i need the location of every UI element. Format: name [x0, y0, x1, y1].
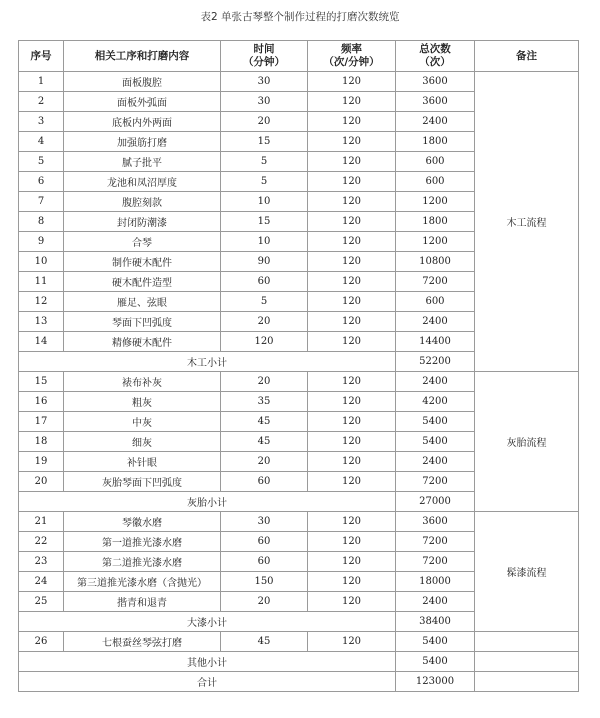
- row-frequency: 120: [308, 292, 396, 312]
- row-content: 第一道推光漆水磨: [64, 532, 221, 552]
- row-content: 裱布补灰: [64, 372, 221, 392]
- table-row: [19, 72, 579, 92]
- row-index: 14: [19, 332, 64, 352]
- row-time: 20: [221, 592, 308, 612]
- row-content: 龙池和凤沼厚度: [64, 172, 221, 192]
- row-time: 20: [221, 312, 308, 332]
- row-frequency: 120: [308, 232, 396, 252]
- header-row: [19, 41, 579, 72]
- row-frequency: 120: [308, 192, 396, 212]
- row-time: 30: [221, 512, 308, 532]
- row-total: 1200: [396, 232, 475, 252]
- row-content: 琴徽水磨: [64, 512, 221, 532]
- row-content: 补针眼: [64, 452, 221, 472]
- row-index: 23: [19, 552, 64, 572]
- row-total: 4200: [396, 392, 475, 412]
- row-content: 加强筋打磨: [64, 132, 221, 152]
- row-content: 第三道推光漆水磨（含抛光）: [64, 572, 221, 592]
- header-index: 序号: [19, 41, 64, 72]
- row-index: 8: [19, 212, 64, 232]
- row-content: 精修硬木配件: [64, 332, 221, 352]
- row-index: 12: [19, 292, 64, 312]
- row-frequency: 120: [308, 512, 396, 532]
- row-frequency: 120: [308, 592, 396, 612]
- row-total: 14400: [396, 332, 475, 352]
- row-total: 10800: [396, 252, 475, 272]
- row-index: 3: [19, 112, 64, 132]
- row-time: 60: [221, 552, 308, 572]
- subtotal-label: 大漆小计: [19, 612, 396, 632]
- subtotal-row: [19, 672, 579, 692]
- row-index: 6: [19, 172, 64, 192]
- row-content: 面板外弧面: [64, 92, 221, 112]
- row-index: 2: [19, 92, 64, 112]
- row-time: 20: [221, 452, 308, 472]
- subtotal-label: 合计: [19, 672, 396, 692]
- group-note: 灰胎流程: [475, 372, 579, 512]
- row-frequency: 120: [308, 632, 396, 652]
- header-frequency-line1: 频率: [341, 43, 362, 55]
- table-caption: 表2 单张古琴整个制作过程的打磨次数统览: [200, 11, 400, 23]
- row-time: 60: [221, 532, 308, 552]
- row-total: 5400: [396, 412, 475, 432]
- row-total: 2400: [396, 112, 475, 132]
- row-frequency: 120: [308, 112, 396, 132]
- note-empty: [475, 672, 579, 692]
- row-time: 20: [221, 112, 308, 132]
- header-note: 备注: [475, 41, 579, 72]
- row-index: 13: [19, 312, 64, 332]
- row-time: 45: [221, 632, 308, 652]
- header-time: [221, 41, 308, 72]
- row-time: 120: [221, 332, 308, 352]
- header-frequency: [308, 41, 396, 72]
- row-frequency: 120: [308, 572, 396, 592]
- row-index: 9: [19, 232, 64, 252]
- row-total: 5400: [396, 632, 475, 652]
- row-index: 15: [19, 372, 64, 392]
- row-content: 揩青和退青: [64, 592, 221, 612]
- row-frequency: 120: [308, 272, 396, 292]
- row-total: 2400: [396, 372, 475, 392]
- note-empty: [475, 632, 579, 652]
- row-index: 18: [19, 432, 64, 452]
- row-frequency: 120: [308, 452, 396, 472]
- subtotal-value: 5400: [396, 652, 475, 672]
- row-content: 硬木配件造型: [64, 272, 221, 292]
- row-content: 灰胎琴面下凹弧度: [64, 472, 221, 492]
- group-note: 髹漆流程: [475, 512, 579, 632]
- row-time: 45: [221, 432, 308, 452]
- grinding-count-table: [18, 40, 579, 692]
- row-index: 7: [19, 192, 64, 212]
- row-total: 600: [396, 172, 475, 192]
- row-total: 5400: [396, 432, 475, 452]
- row-frequency: 120: [308, 412, 396, 432]
- header-total: [396, 41, 475, 72]
- row-index: 25: [19, 592, 64, 612]
- subtotal-value: 27000: [396, 492, 475, 512]
- row-index: 4: [19, 132, 64, 152]
- row-time: 5: [221, 292, 308, 312]
- row-total: 3600: [396, 92, 475, 112]
- subtotal-label: 木工小计: [19, 352, 396, 372]
- row-time: 60: [221, 272, 308, 292]
- row-content: 第二道推光漆水磨: [64, 552, 221, 572]
- row-index: 21: [19, 512, 64, 532]
- row-total: 2400: [396, 452, 475, 472]
- row-index: 19: [19, 452, 64, 472]
- row-time: 15: [221, 212, 308, 232]
- row-total: 2400: [396, 312, 475, 332]
- row-index: 11: [19, 272, 64, 292]
- row-frequency: 120: [308, 472, 396, 492]
- header-frequency-line2: （次/分钟）: [323, 56, 380, 68]
- subtotal-label: 其他小计: [19, 652, 396, 672]
- row-time: 10: [221, 192, 308, 212]
- subtotal-row: [19, 652, 579, 672]
- row-index: 10: [19, 252, 64, 272]
- row-content: 底板内外两面: [64, 112, 221, 132]
- subtotal-value: 52200: [396, 352, 475, 372]
- row-frequency: 120: [308, 432, 396, 452]
- row-time: 5: [221, 172, 308, 192]
- row-content: 中灰: [64, 412, 221, 432]
- header-time-line2: （分钟）: [243, 56, 285, 68]
- row-index: 24: [19, 572, 64, 592]
- table-row: [19, 632, 579, 652]
- subtotal-value: 38400: [396, 612, 475, 632]
- row-total: 3600: [396, 72, 475, 92]
- row-frequency: 120: [308, 332, 396, 352]
- row-time: 20: [221, 372, 308, 392]
- row-content: 腻子批平: [64, 152, 221, 172]
- row-total: 7200: [396, 532, 475, 552]
- header-content: 相关工序和打磨内容: [64, 41, 221, 72]
- row-frequency: 120: [308, 92, 396, 112]
- header-total-line2: （次）: [419, 56, 451, 68]
- row-time: 30: [221, 72, 308, 92]
- row-total: 7200: [396, 472, 475, 492]
- row-time: 30: [221, 92, 308, 112]
- row-index: 22: [19, 532, 64, 552]
- header-time-line1: 时间: [253, 43, 275, 55]
- header-total-line1: 总次数: [419, 43, 451, 55]
- row-content: 细灰: [64, 432, 221, 452]
- row-total: 600: [396, 152, 475, 172]
- row-content: 制作硬木配件: [64, 252, 221, 272]
- row-frequency: 120: [308, 172, 396, 192]
- row-total: 2400: [396, 592, 475, 612]
- row-total: 600: [396, 292, 475, 312]
- row-time: 60: [221, 472, 308, 492]
- row-content: 七根蚕丝琴弦打磨: [64, 632, 221, 652]
- row-time: 5: [221, 152, 308, 172]
- row-time: 10: [221, 232, 308, 252]
- row-time: 45: [221, 412, 308, 432]
- row-content: 合琴: [64, 232, 221, 252]
- row-index: 16: [19, 392, 64, 412]
- row-content: 封闭防潮漆: [64, 212, 221, 232]
- subtotal-value: 123000: [396, 672, 475, 692]
- row-index: 26: [19, 632, 64, 652]
- table-row: [19, 512, 579, 532]
- row-time: 35: [221, 392, 308, 412]
- row-total: 7200: [396, 272, 475, 292]
- row-total: 1200: [396, 192, 475, 212]
- row-time: 150: [221, 572, 308, 592]
- row-total: 1800: [396, 212, 475, 232]
- row-frequency: 120: [308, 392, 396, 412]
- row-frequency: 120: [308, 552, 396, 572]
- row-total: 3600: [396, 512, 475, 532]
- row-total: 18000: [396, 572, 475, 592]
- row-content: 面板腹腔: [64, 72, 221, 92]
- row-content: 腹腔刻款: [64, 192, 221, 212]
- row-index: 5: [19, 152, 64, 172]
- row-frequency: 120: [308, 312, 396, 332]
- row-frequency: 120: [308, 212, 396, 232]
- row-frequency: 120: [308, 132, 396, 152]
- row-content: 琴面下凹弧度: [64, 312, 221, 332]
- row-index: 1: [19, 72, 64, 92]
- note-empty: [475, 652, 579, 672]
- table-row: [19, 372, 579, 392]
- row-content: 粗灰: [64, 392, 221, 412]
- row-index: 20: [19, 472, 64, 492]
- subtotal-label: 灰胎小计: [19, 492, 396, 512]
- row-index: 17: [19, 412, 64, 432]
- group-note: 木工流程: [475, 72, 579, 372]
- row-content: 雁足、弦眼: [64, 292, 221, 312]
- row-time: 90: [221, 252, 308, 272]
- row-time: 15: [221, 132, 308, 152]
- row-frequency: 120: [308, 152, 396, 172]
- row-frequency: 120: [308, 72, 396, 92]
- row-total: 1800: [396, 132, 475, 152]
- row-frequency: 120: [308, 372, 396, 392]
- row-total: 7200: [396, 552, 475, 572]
- row-frequency: 120: [308, 252, 396, 272]
- row-frequency: 120: [308, 532, 396, 552]
